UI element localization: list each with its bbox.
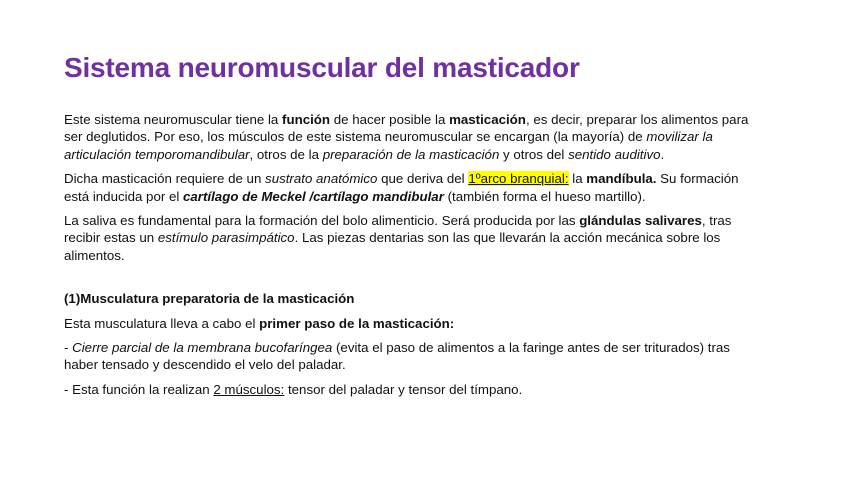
- slide-title: Sistema neuromuscular del masticador: [64, 52, 580, 83]
- highlight-arco-branquial: 1ºarco branquial:: [468, 171, 569, 187]
- text-run: La saliva es fundamental para la formación del bolo alimenticio. Será producida por las: [64, 213, 580, 229]
- text-run: , otros de la: [249, 146, 323, 162]
- text-run: la: [568, 171, 587, 187]
- paragraph-saliva: [64, 212, 752, 264]
- text-run: Este sistema neuromuscular tiene la: [64, 112, 283, 127]
- text-run: Su formación está inducida por el: [64, 171, 739, 204]
- italic-sentido-auditivo: sentido auditivo: [568, 146, 661, 162]
- bold-glandulas: glándulas salivares: [579, 213, 702, 229]
- bold-masticacion: masticación: [449, 112, 526, 127]
- italic-preparacion: preparación de la masticación: [322, 146, 500, 162]
- bullet-cierre-parcial: [64, 339, 752, 374]
- text-run: Dicha masticación requiere de un: [64, 171, 266, 187]
- underline-2-musculos: 2 músculos:: [213, 381, 285, 397]
- italic-cierre: Cierre parcial de la membrana bucofaríngea: [72, 340, 333, 356]
- text-run: y otros del: [499, 146, 569, 162]
- text-run: que deriva del: [377, 171, 469, 187]
- italic-sustrato: sustrato anatómico: [265, 171, 378, 187]
- bullet-musculos: [64, 381, 752, 398]
- text-run: tensor del paladar y tensor del tímpano.: [284, 381, 523, 397]
- paragraph-first-step: [64, 315, 752, 332]
- text-run: - Esta función la realizan: [64, 381, 214, 397]
- slide-body: [64, 111, 752, 405]
- text-run: , es decir, preparar los alimentos para ser deglutidos. Por eso, los músculos de este sistema neuromuscular se encargan (la mayoría) de: [64, 112, 749, 145]
- heading-musculatura: (1)Musculatura preparatoria de la masticación: [64, 291, 355, 307]
- text-run: (también forma el hueso martillo).: [443, 188, 646, 204]
- paragraph-function: [64, 111, 752, 163]
- bold-italic-cartilago: cartílago de Meckel /cartílago mandibular: [183, 188, 444, 204]
- bold-mandibula: mandíbula.: [586, 171, 657, 187]
- text-run: -: [64, 340, 73, 356]
- text-run: Esta musculatura lleva a cabo el: [64, 315, 260, 331]
- text-run: , tras recibir estas un: [64, 213, 732, 246]
- italic-movilizar: movilizar la articulación temporomandibular: [64, 129, 713, 162]
- italic-estimulo: estímulo parasimpático: [157, 230, 295, 246]
- text-run: de hacer posible la: [330, 112, 450, 127]
- section-heading: [64, 290, 752, 307]
- text-run: .: [660, 146, 665, 162]
- bold-funcion: función: [282, 112, 331, 127]
- paragraph-substrate: [64, 170, 752, 205]
- bold-primer-paso: primer paso de la masticación:: [259, 315, 455, 331]
- text-run: . Las piezas dentarias son las que llevarán la acción mecánica sobre los alimentos.: [64, 230, 721, 263]
- text-run: (evita el paso de alimentos a la faringe antes de ser triturados) tras haber tensado y descendido el velo del paladar.: [64, 340, 730, 373]
